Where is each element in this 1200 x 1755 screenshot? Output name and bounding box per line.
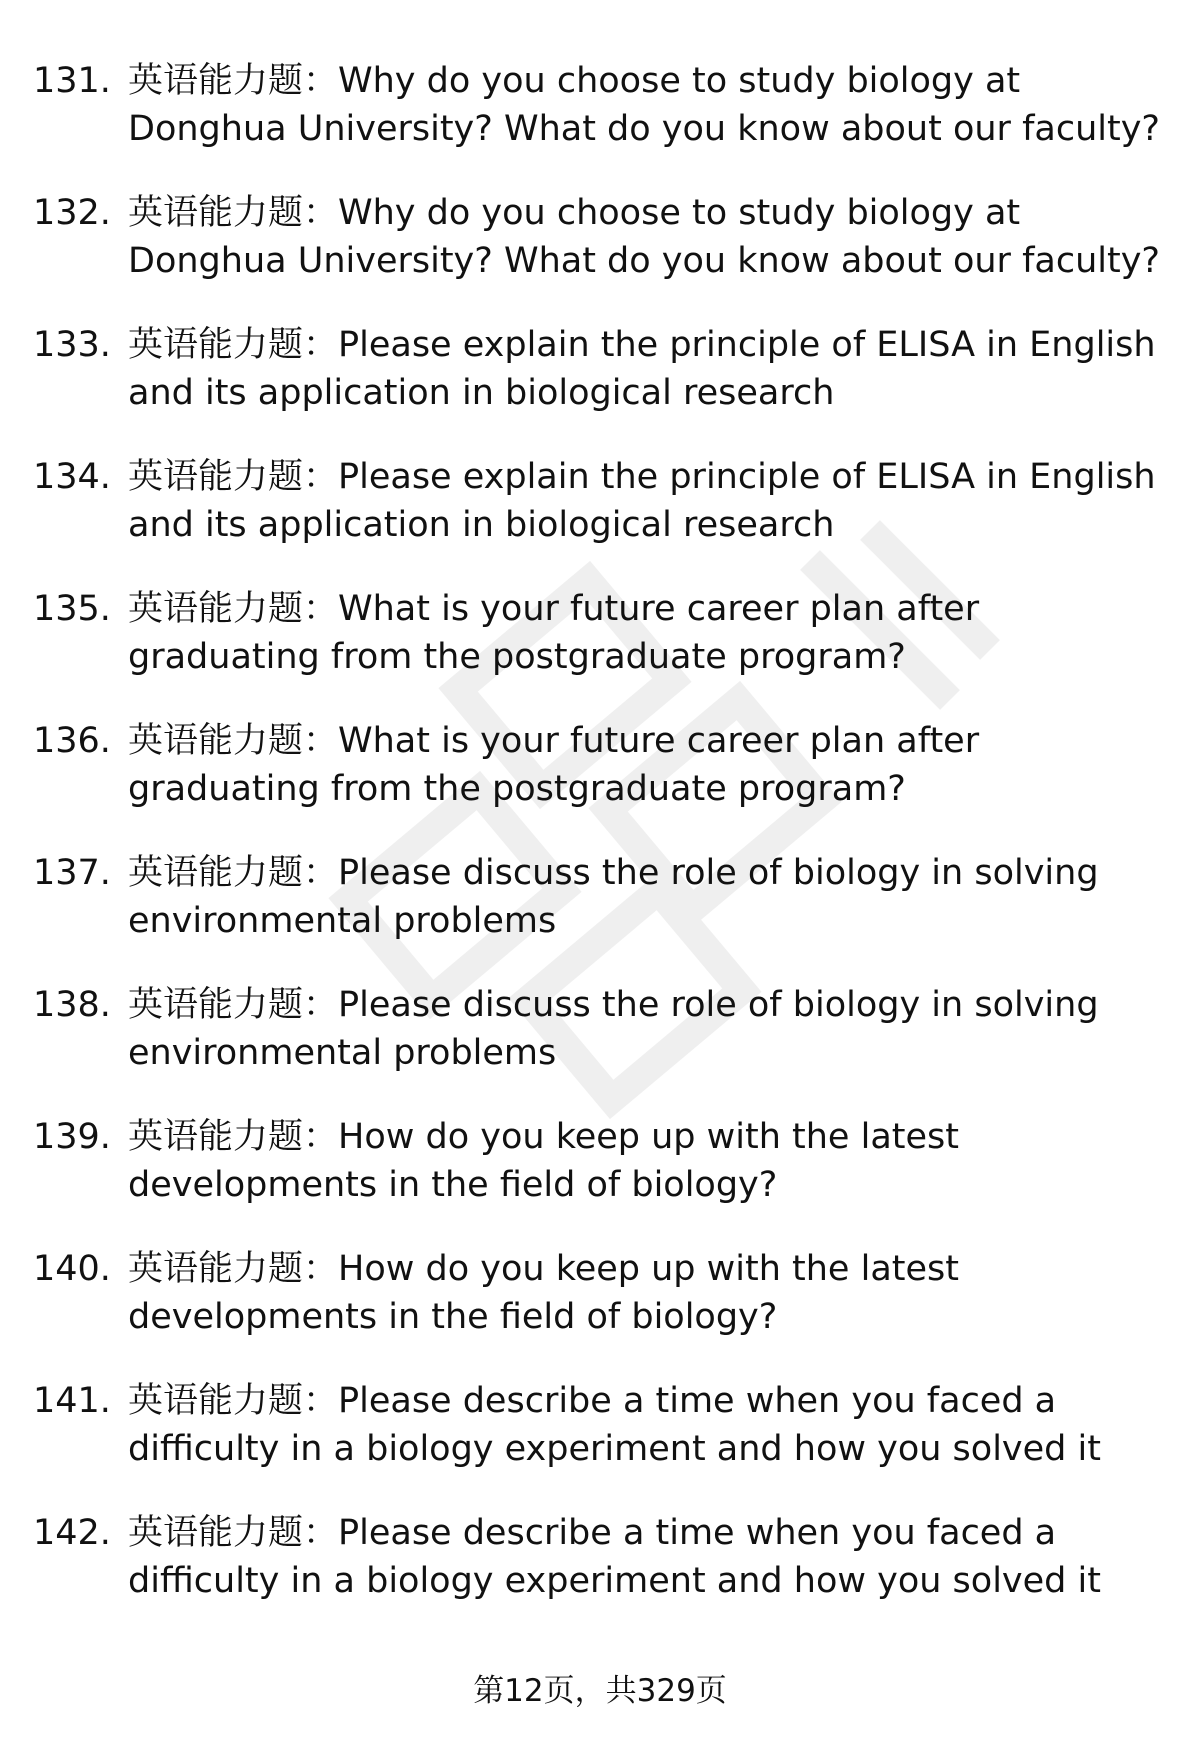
list-item (0, 453, 1200, 585)
question-text (128, 981, 1178, 1077)
question-number: 136. (33, 721, 111, 761)
question-number: 140. (33, 1249, 111, 1289)
question-text (128, 1509, 1178, 1605)
question-category: 英语能力题： (128, 1381, 339, 1421)
list-item (0, 981, 1200, 1113)
list-item (0, 321, 1200, 453)
question-category: 英语能力题： (128, 1117, 339, 1157)
question-category: 英语能力题： (128, 61, 339, 101)
list-item (0, 1509, 1200, 1641)
question-body: How do you keep up with the latest developments in the field of biology? (128, 1249, 959, 1337)
question-body: What is your future career plan after graduating from the postgraduate program? (128, 589, 980, 677)
question-body: What is your future career plan after graduating from the postgraduate program? (128, 721, 980, 809)
question-body: Why do you choose to study biology at Donghua University? What do you know about our faculty? (128, 193, 1161, 281)
question-text (128, 1113, 1178, 1209)
question-text (128, 585, 1178, 681)
question-category: 英语能力题： (128, 589, 339, 629)
question-number: 132. (33, 193, 111, 233)
question-number: 134. (33, 457, 111, 497)
question-number: 131. (33, 61, 111, 101)
list-item (0, 57, 1200, 189)
question-text (128, 321, 1178, 417)
question-body: Please describe a time when you faced a difficulty in a biology experiment and how you solved it (128, 1513, 1101, 1601)
question-text (128, 1377, 1178, 1473)
question-text (128, 189, 1178, 285)
question-body: Please discuss the role of biology in solving environmental problems (128, 985, 1099, 1073)
question-text (128, 57, 1178, 153)
question-category: 英语能力题： (128, 325, 339, 365)
question-body: Please explain the principle of ELISA in English and its application in biological research (128, 325, 1156, 413)
question-text (128, 717, 1178, 813)
list-item (0, 1113, 1200, 1245)
list-item (0, 717, 1200, 849)
question-body: Please discuss the role of biology in solving environmental problems (128, 853, 1099, 941)
question-number: 139. (33, 1117, 111, 1157)
question-category: 英语能力题： (128, 457, 339, 497)
question-category: 英语能力题： (128, 193, 339, 233)
question-number: 142. (33, 1513, 111, 1553)
list-item (0, 1245, 1200, 1377)
question-number: 133. (33, 325, 111, 365)
question-body: Please explain the principle of ELISA in English and its application in biological research (128, 457, 1156, 545)
question-text (128, 453, 1178, 549)
list-item (0, 1377, 1200, 1509)
question-number: 141. (33, 1381, 111, 1421)
question-body: Why do you choose to study biology at Donghua University? What do you know about our faculty? (128, 61, 1161, 149)
question-text (128, 849, 1178, 945)
question-text (128, 1245, 1178, 1341)
page-indicator: 第12页，共329页 (473, 1673, 727, 1709)
question-category: 英语能力题： (128, 853, 339, 893)
question-category: 英语能力题： (128, 1513, 339, 1553)
question-category: 英语能力题： (128, 1249, 339, 1289)
list-item (0, 849, 1200, 981)
question-body: How do you keep up with the latest developments in the field of biology? (128, 1117, 959, 1205)
list-item (0, 585, 1200, 717)
question-category: 英语能力题： (128, 985, 339, 1025)
question-number: 135. (33, 589, 111, 629)
question-list (0, 57, 1200, 1641)
question-number: 138. (33, 985, 111, 1025)
question-body: Please describe a time when you faced a difficulty in a biology experiment and how you solved it (128, 1381, 1101, 1469)
question-category: 英语能力题： (128, 721, 339, 761)
list-item (0, 189, 1200, 321)
question-number: 137. (33, 853, 111, 893)
